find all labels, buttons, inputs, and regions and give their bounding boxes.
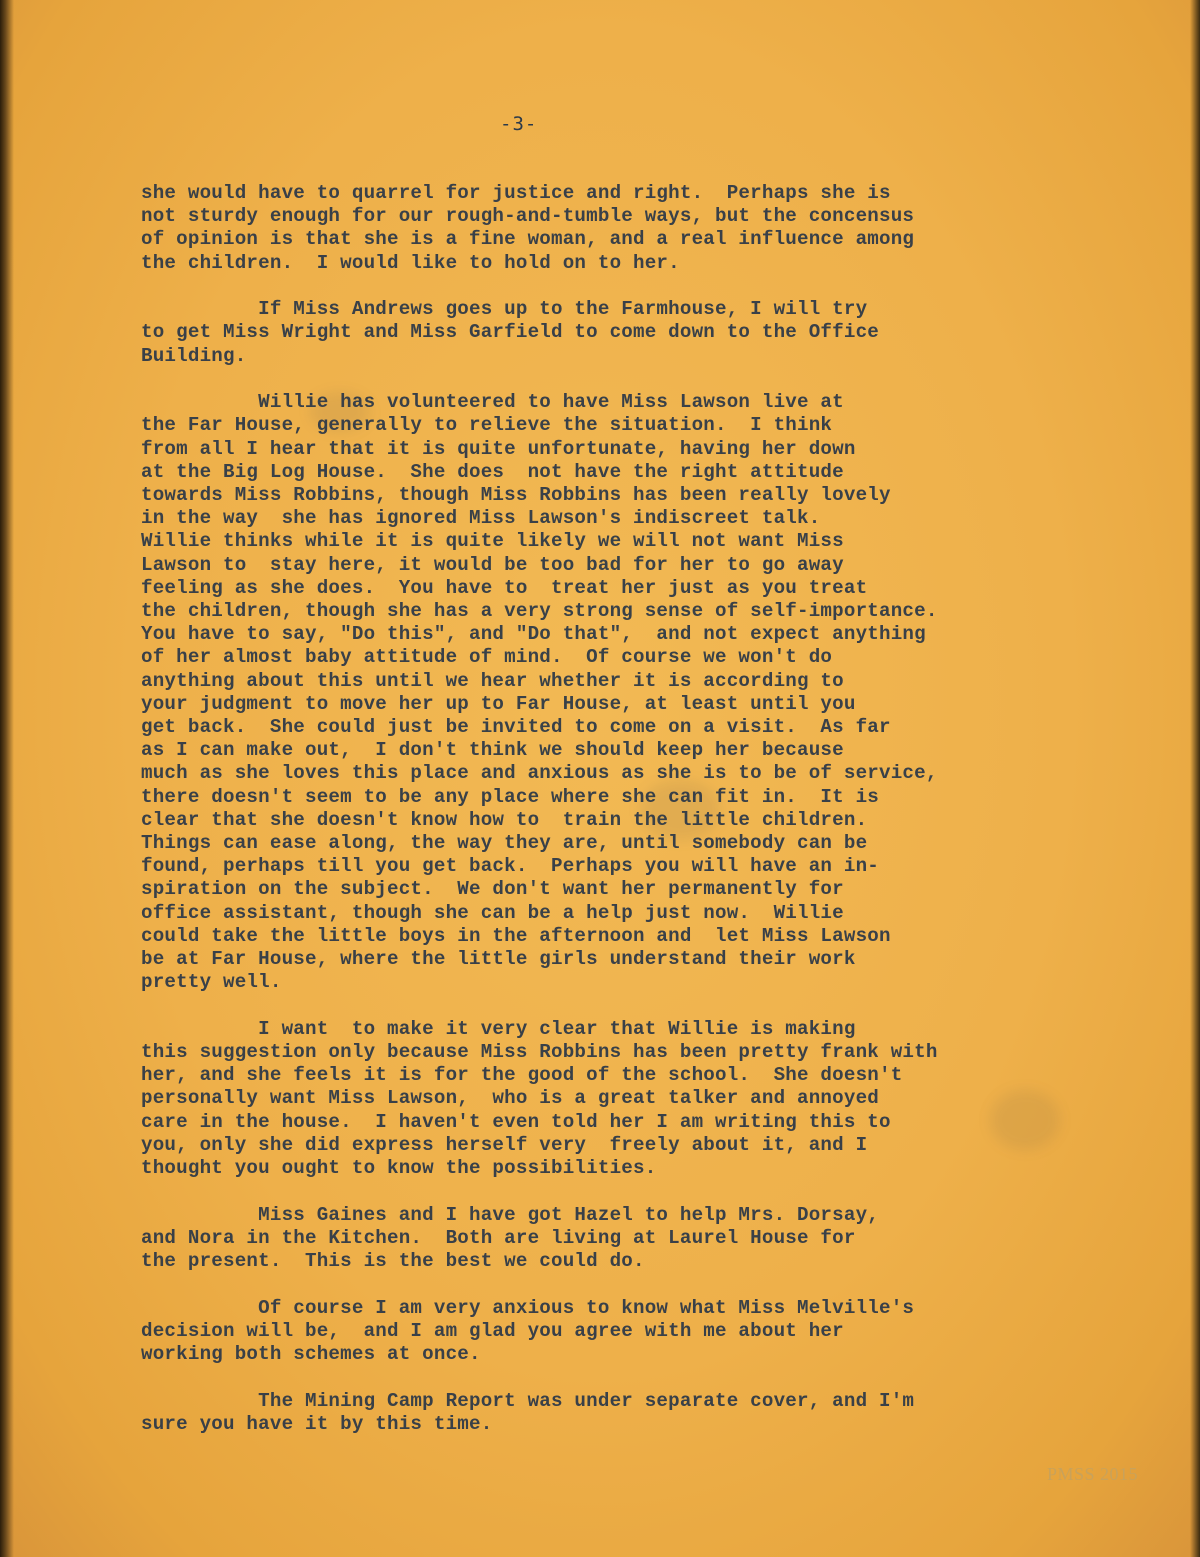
text-line: clear that she doesn't know how to train the little children. [141,808,868,831]
text-line: she would have to quarrel for justice and right. Perhaps she is [141,182,891,204]
letter-body [141,182,1131,1459]
text-line: anything about this until we hear whether it is according to [141,669,844,692]
text-line: thought you ought to know the possibilities. [141,1157,657,1180]
text-line: found, perhaps till you get back. Perhaps you will have an in- [141,855,880,878]
text-line: the children. I would like to hold on to her. [141,251,680,274]
text-line: Willie thinks while it is quite likely we will not want Miss [141,530,844,553]
text-line: Things can ease along, the way they are, until somebody can be [141,832,868,855]
paragraph [141,1390,1131,1436]
text-line: much as she loves this place and anxious as she is to be of service, [141,762,938,785]
text-line: not sturdy enough for our rough-and-tumble ways, but the concensus [141,205,915,228]
page-edge-right [1190,0,1200,1557]
text-line: her, and she feels it is for the good of the school. She doesn't [141,1064,903,1087]
text-line: as I can make out, I don't think we should keep her because [141,739,844,762]
text-line: the present. This is the best we could do. [141,1250,645,1273]
text-line: care in the house. I haven't even told her I am writing this to [141,1110,891,1133]
text-line: pretty well. [141,971,282,994]
text-line: Miss Gaines and I have got Hazel to help Mrs. Dorsay, [141,1203,880,1226]
text-line: from all I hear that it is quite unfortunate, having her down [141,437,856,460]
text-line: Of course I am very anxious to know what Miss Melville's [141,1296,915,1319]
text-line: in the way she has ignored Miss Lawson's indiscreet talk. [141,507,821,530]
text-line: Building. [141,344,247,367]
text-line: there doesn't seem to be any place where she can fit in. It is [141,785,880,808]
text-line: the children, though she has a very strong sense of self-importance. [141,600,938,623]
archive-watermark: PMSS 2015 [1046,1464,1138,1484]
page-number: -3- [500,113,538,135]
text-line: get back. She could just be invited to come on a visit. As far [141,716,891,739]
text-line: could take the little boys in the afternoon and let Miss Lawson [141,924,891,947]
text-line: I want to make it very clear that Willie is making [141,1017,856,1040]
text-line: personally want Miss Lawson, who is a great talker and annoyed [141,1087,880,1110]
text-line: to get Miss Wright and Miss Garfield to come down to the Office [141,321,880,344]
text-line: of opinion is that she is a fine woman, and a real influence among [141,228,915,251]
text-line: towards Miss Robbins, though Miss Robbins has been really lovely [141,484,891,507]
text-line: Willie has volunteered to have Miss Lawson live at [141,391,844,414]
text-line: your judgment to move her up to Far House, at least until you [141,692,856,715]
paragraph [141,391,1131,994]
text-line: you, only she did express herself very freely about it, and I [141,1133,868,1156]
text-line: Lawson to stay here, it would be too bad for her to go away [141,553,844,576]
text-line: decision will be, and I am glad you agree with me about her [141,1319,844,1342]
text-line: You have to say, "Do this", and "Do that", and not expect anything [141,623,926,646]
text-line: office assistant, though she can be a help just now. Willie [141,901,844,924]
paragraph [141,1297,1131,1367]
text-line: of her almost baby attitude of mind. Of course we won't do [141,646,833,669]
text-line: working both schemes at once. [141,1343,481,1366]
text-line: feeling as she does. You have to treat her just as you treat [141,576,868,599]
text-line: the Far House, generally to relieve the situation. I think [141,414,833,437]
text-line: The Mining Camp Report was under separate cover, and I'm [141,1389,915,1412]
paragraph [141,1204,1131,1274]
text-line: and Nora in the Kitchen. Both are living at Laurel House for [141,1226,856,1249]
paragraph [141,298,1131,368]
text-line: If Miss Andrews goes up to the Farmhouse, I will try [141,298,868,321]
text-line: be at Far House, where the little girls understand their work [141,948,856,971]
text-line: this suggestion only because Miss Robbins has been pretty frank with [141,1041,938,1064]
paragraph [141,182,1131,275]
text-line: spiration on the subject. We don't want her permanently for [141,878,844,901]
text-line: at the Big Log House. She does not have the right attitude [141,460,844,483]
text-line: sure you have it by this time. [141,1412,493,1435]
page-edge-left [0,0,14,1557]
paragraph [141,1018,1131,1180]
